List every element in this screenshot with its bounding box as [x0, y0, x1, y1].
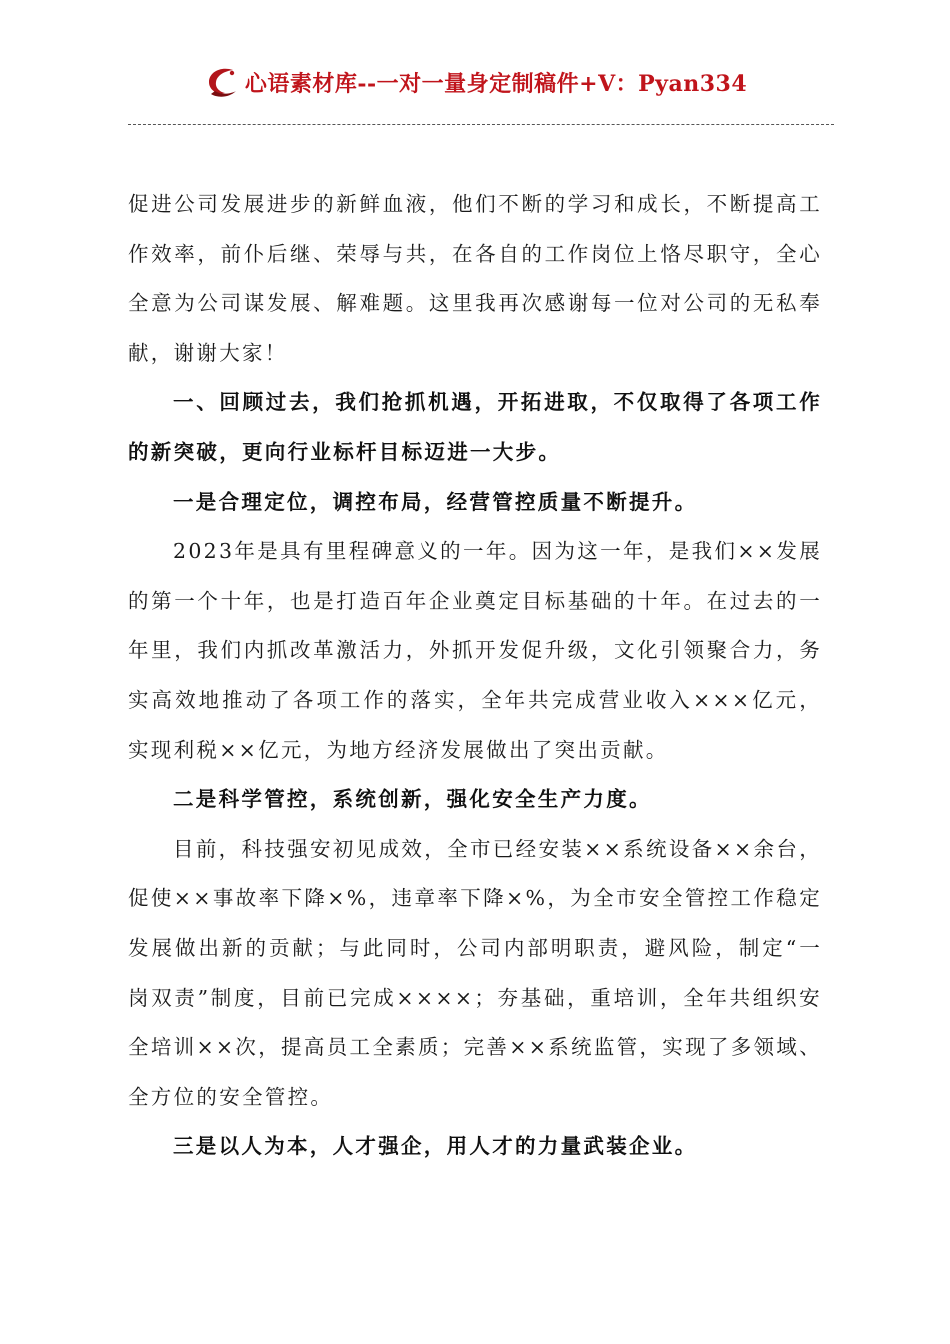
subsection-heading: 一是合理定位，调控布局，经营管控质量不断提升。 [173, 489, 698, 514]
brand-tagline: 一对一量身定制稿件 [376, 70, 580, 97]
body-paragraph: 2023年是具有里程碑意义的一年。因为这一年，是我们××发展的第一个十年，也是打造百年企业奠定目标基础的十年。在过去的一年里，我们内抓改革激活力，外抓开发促升级，文化引领聚合力，务实高效地推动了各项工作的落实，全年共完成营业收入×××亿元，实现利税××亿元，为地方经济发展做出了突出贡献。 [128, 539, 822, 762]
section-heading: 一、回顾过去，我们抢抓机遇，开拓进取，不仅取得了各项工作的新突破，更向行业标杆目标迈进一大步。 [128, 390, 822, 464]
header-brand-line [245, 67, 747, 98]
header-divider [128, 124, 834, 125]
brand-separator: -- [357, 70, 377, 97]
subsection-heading: 三是以人为本，人才强企，用人才的力量武装企业。 [173, 1134, 698, 1159]
logo-swirl-icon [203, 64, 243, 100]
body-paragraph: 目前，科技强安初见成效，全市已经安装××系统设备××余台，促使××事故率下降×%，违章率下降×%，为全市安全管控工作稳定发展做出新的贡献；与此同时，公司内部明职责，避风险，制定“一岗双责”制度，目前已完成××××；夯基础，重培训，全年共组织安全培训××次，提高员工全素质；完善××系统监管，实现了多领域、全方位的安全管控。 [128, 836, 822, 1109]
subsection-heading: 二是科学管控，系统创新，强化安全生产力度。 [173, 787, 652, 812]
document-body [128, 180, 822, 1172]
brand-name: 心语素材库 [244, 70, 358, 97]
brand-contact: +V：Pyan334 [579, 70, 748, 97]
page-header [0, 62, 950, 102]
body-paragraph: 促进公司发展进步的新鲜血液，他们不断的学习和成长，不断提高工作效率，前仆后继、荣辱与共，在各自的工作岗位上恪尽职守，全心全意为公司谋发展、解难题。这里我再次感谢每一位对公司的无私奉献，谢谢大家！ [128, 192, 822, 365]
